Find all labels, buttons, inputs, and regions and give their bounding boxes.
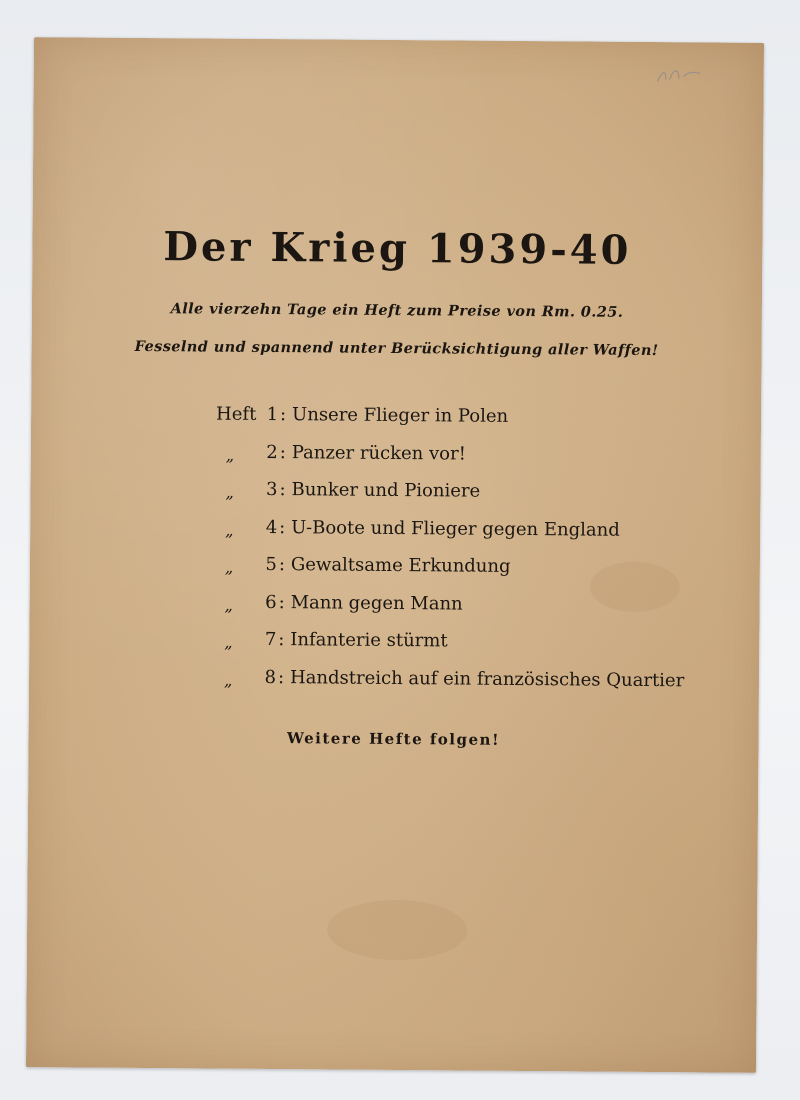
issue-title: Mann gegen Mann [290,591,463,615]
issue-colon: : [277,666,285,688]
ditto-mark: „ [225,482,234,502]
issue-title: Infanterie stürmt [290,629,448,652]
issue-number: 1 [266,403,279,426]
issue-number: 6 [265,591,277,613]
issue-number: 5 [265,553,278,576]
subtitle-price: Alle vierzehn Tage ein Heft zum Preise von Rm. 0.25. [170,300,624,321]
ditto-mark: „ [224,557,234,577]
issue-colon: : [278,591,285,613]
issue-title: Panzer rücken vor! [291,441,466,465]
subtitle-description: Fesselnd und spannend unter Berücksichtigung aller Waffen! [134,337,659,360]
issue-row [216,404,736,446]
issue-title: U-Boote und Flieger gegen England [291,516,620,541]
ditto-mark: „ [225,520,234,540]
issue-colon: : [278,554,286,576]
issue-row [215,554,735,596]
ditto-mark: „ [225,445,235,465]
paper-sheet [26,37,764,1073]
document-title: Der Krieg 1939-40 [163,223,632,274]
footer-note: Weitere Hefte folgen! [286,729,501,749]
issue-title: Unsere Flieger in Polen [292,404,509,427]
issue-row [214,629,734,671]
ditto-mark: „ [223,670,233,690]
issue-number: 8 [264,666,277,688]
issue-row [215,516,735,558]
issue-title: Handstreich auf ein französisches Quartier [289,666,685,691]
issue-number: 2 [266,441,278,463]
issue-colon: : [279,516,286,538]
issue-colon: : [280,404,287,426]
pencil-mark-icon [654,64,704,86]
issue-number: 7 [264,628,277,651]
ditto-mark: „ [224,595,233,615]
issue-colon: : [279,479,286,501]
paper-stain [327,899,467,960]
issue-number: 3 [265,478,278,501]
issue-prefix: Heft [216,403,257,425]
issue-colon: : [279,441,286,463]
issue-title: Gewaltsame Erkundung [290,554,511,577]
issue-title: Bunker und Pioniere [291,479,481,502]
issue-list [214,404,736,708]
issue-row [214,666,734,708]
issue-row [216,441,736,483]
issue-number: 4 [265,516,278,538]
issue-row [215,479,735,521]
ditto-mark: „ [224,632,233,652]
issue-row [214,591,734,633]
issue-colon: : [278,629,285,651]
